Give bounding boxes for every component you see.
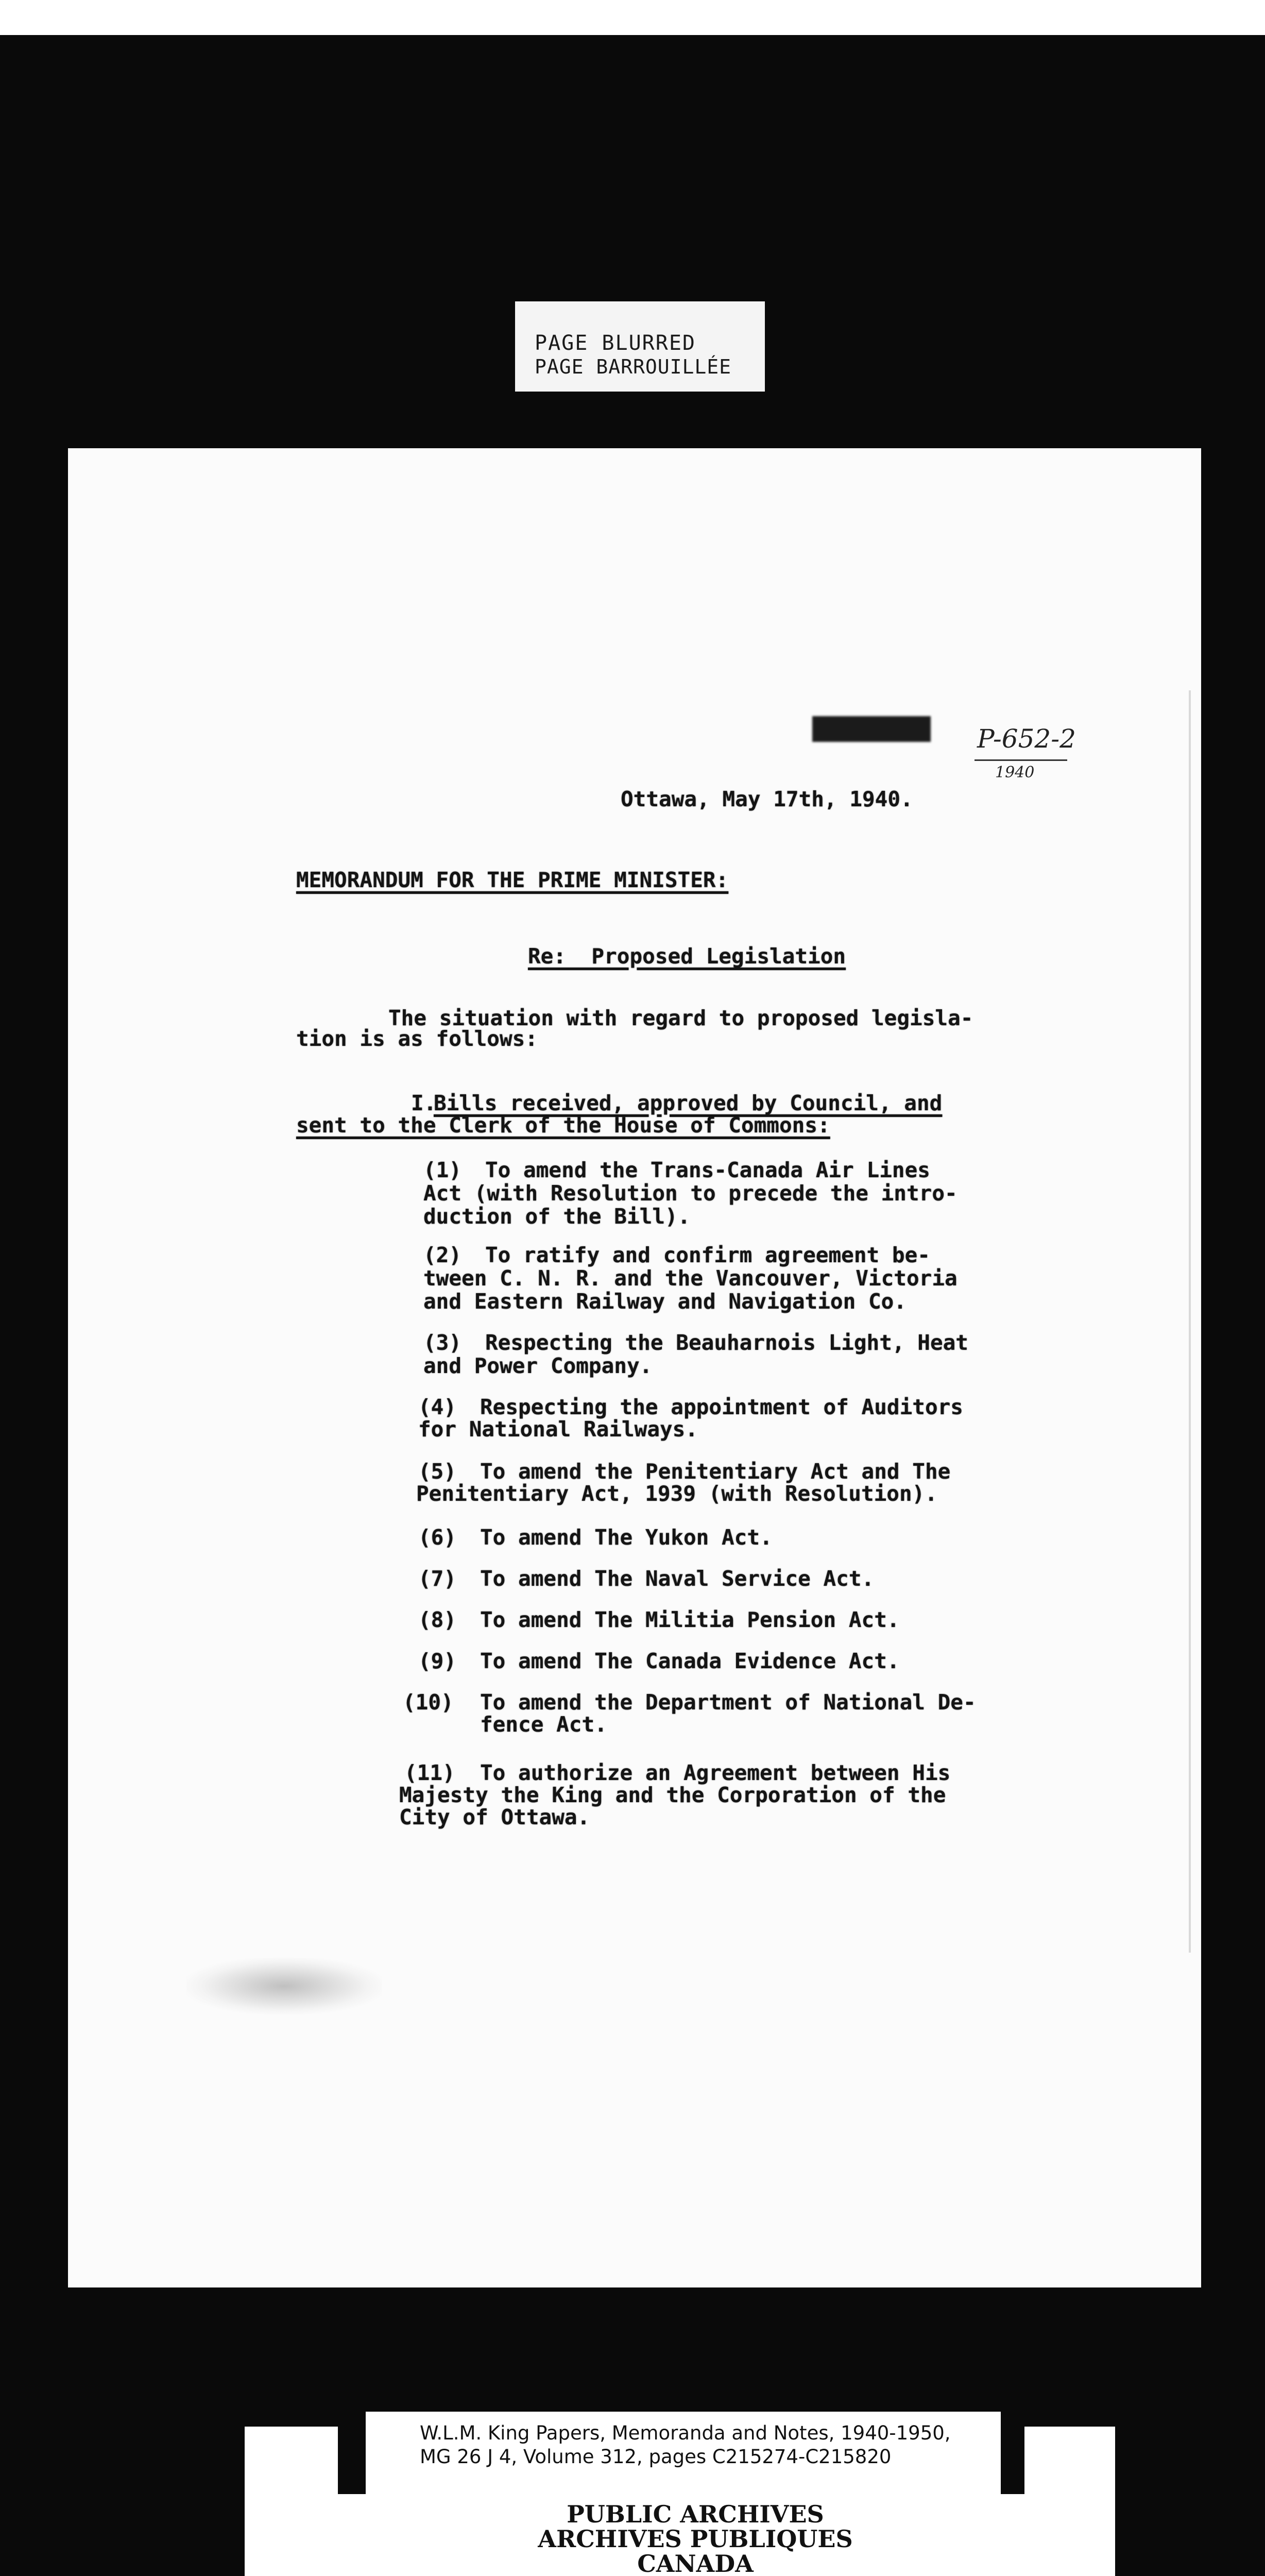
card-tab-right [1001, 2412, 1024, 2494]
item-line: duction of the Bill). [423, 1204, 691, 1229]
memo-heading: MEMORANDUM FOR THE PRIME MINISTER: [296, 868, 729, 892]
item-number: (8) [418, 1607, 457, 1632]
item-line: To amend the Department of National De- [480, 1690, 976, 1715]
section-title-line-2: sent to the Clerk of the House of Commons: [296, 1113, 830, 1138]
item-line: and Power Company. [423, 1353, 653, 1378]
item-line: To amend the Trans-Canada Air Lines [485, 1158, 930, 1182]
blur-label-fr: PAGE BARROUILLÉE [535, 355, 732, 378]
item-line: tween C. N. R. and the Vancouver, Victoria [423, 1266, 958, 1291]
section-number: I. [411, 1091, 437, 1115]
item-line: and Eastern Railway and Navigation Co. [423, 1289, 907, 1314]
item-line: To amend The Naval Service Act. [480, 1566, 875, 1591]
archives-name-fr: ARCHIVES PUBLIQUES [538, 2525, 853, 2553]
item-number: (2) [423, 1243, 462, 1267]
intro-line-2: tion is as follows: [296, 1026, 538, 1051]
item-number: (4) [418, 1395, 457, 1419]
item-line: To ratify and confirm agreement be- [485, 1243, 930, 1267]
page-smudge [186, 1958, 382, 2014]
item-line: Majesty the King and the Corporation of the [399, 1783, 946, 1807]
archives-name-en: PUBLIC ARCHIVES [567, 2500, 824, 2528]
handwritten-year: 1940 [995, 764, 1035, 782]
handwritten-reference: P-652-2 [977, 724, 1076, 754]
item-line: fence Act. [480, 1712, 607, 1737]
item-line: To amend The Yukon Act. [480, 1525, 773, 1550]
item-number: (11) [404, 1760, 455, 1785]
item-number: (6) [418, 1525, 457, 1550]
top-margin-strip [0, 0, 1265, 35]
item-line: Penitentiary Act, 1939 (with Resolution). [416, 1481, 938, 1506]
handwritten-rule [975, 759, 1067, 761]
memo-subject: Re: Proposed Legislation [528, 944, 846, 969]
item-line: Respecting the Beauharnois Light, Heat [485, 1330, 968, 1355]
item-line: To authorize an Agreement between His [480, 1760, 951, 1785]
item-number: (5) [418, 1459, 457, 1484]
item-line: Act (with Resolution to precede the intro- [423, 1181, 958, 1206]
item-number: (10) [403, 1690, 454, 1715]
memo-date: Ottawa, May 17th, 1940. [621, 787, 913, 811]
citation-line-2: MG 26 J 4, Volume 312, pages C215274-C215820 [420, 2446, 892, 2468]
archives-country: CANADA [637, 2550, 754, 2576]
item-line: To amend The Militia Pension Act. [480, 1607, 900, 1632]
item-line: To amend The Canada Evidence Act. [480, 1649, 900, 1673]
item-number: (7) [418, 1566, 457, 1591]
document-number-stamp: C215255 [812, 716, 931, 742]
citation-text [420, 2421, 951, 2469]
intro-line-1: The situation with regard to proposed legisla- [388, 1006, 973, 1030]
page-blurred-label [515, 301, 765, 392]
item-line: Respecting the appointment of Auditors [480, 1395, 963, 1419]
memo-page [68, 448, 1201, 2287]
item-number: (9) [418, 1649, 457, 1673]
item-line: for National Railways. [418, 1417, 698, 1442]
citation-line-1: W.L.M. King Papers, Memoranda and Notes, 1940-1950, [420, 2422, 951, 2444]
item-line: City of Ottawa. [399, 1805, 590, 1829]
item-number: (3) [423, 1330, 462, 1355]
section-title-line-1: Bills received, approved by Council, and [434, 1091, 943, 1115]
item-number: (1) [423, 1158, 462, 1182]
page-edge-line [1189, 690, 1191, 1953]
item-line: To amend the Penitentiary Act and The [480, 1459, 951, 1484]
card-tab-left [338, 2412, 366, 2494]
blur-label-en: PAGE BLURRED [535, 331, 696, 355]
